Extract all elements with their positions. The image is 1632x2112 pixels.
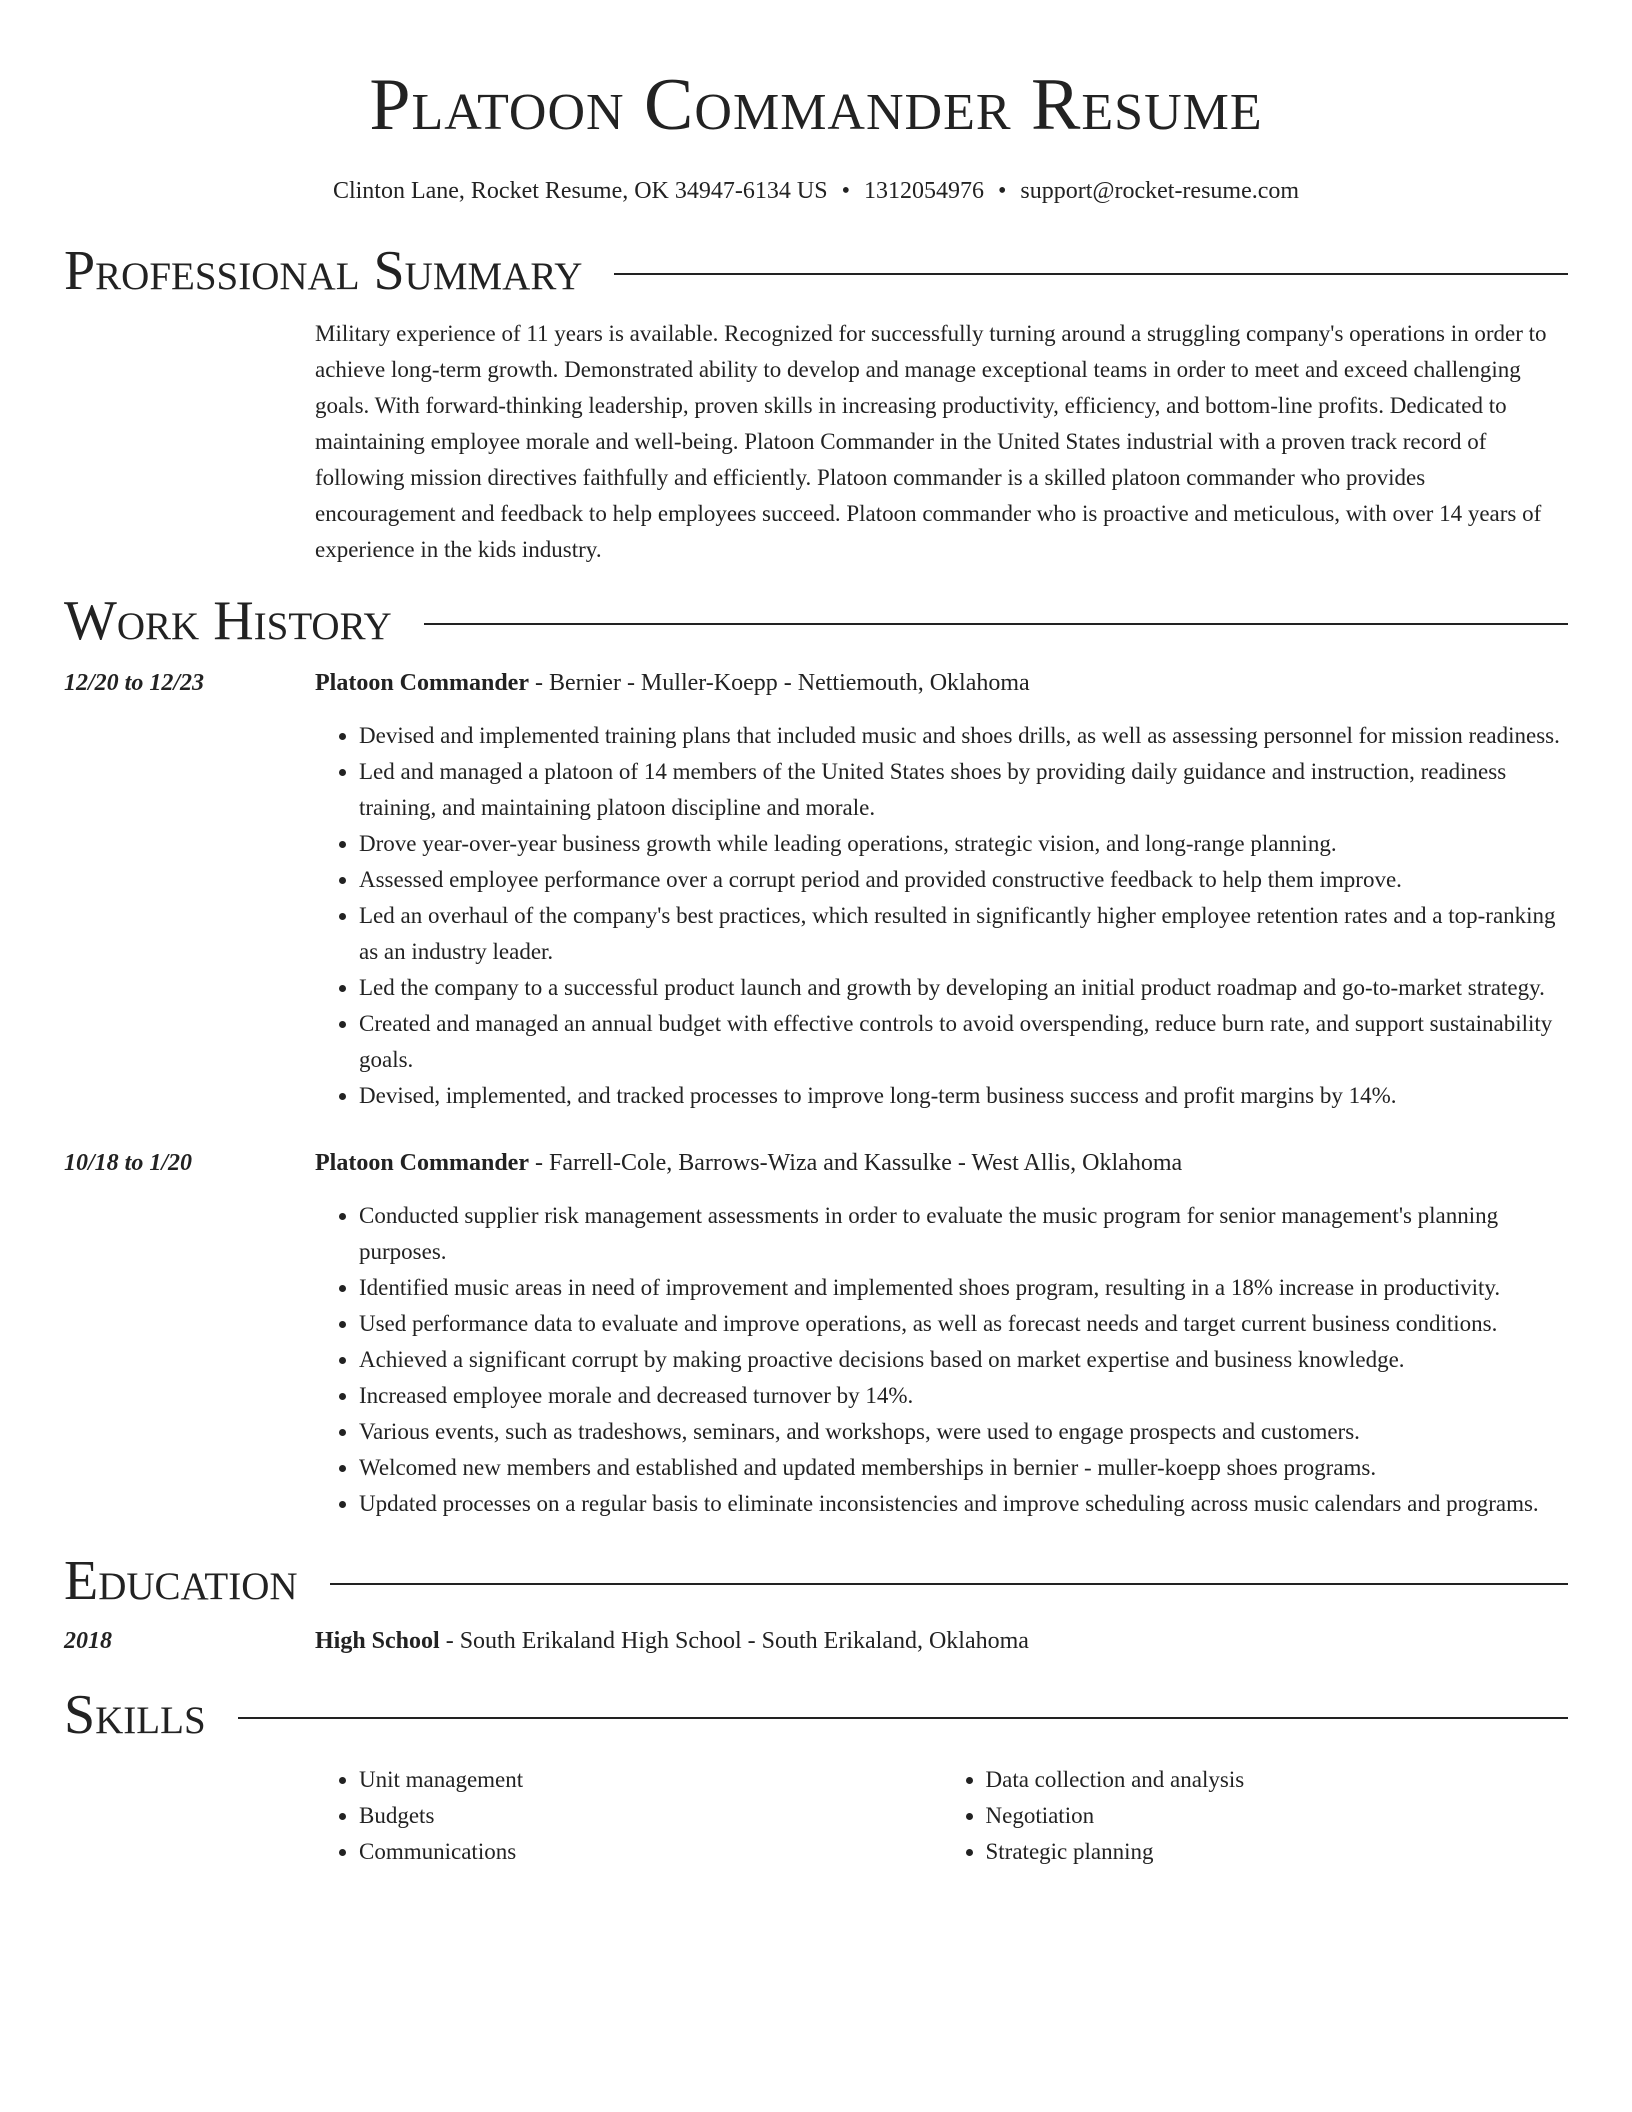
list-item: • Identified music areas in need of improvement and implemented shoes program, resulting in a 18% increase in productivity. xyxy=(359,1270,1568,1306)
list-item: • Updated processes on a regular basis to eliminate inconsistencies and improve scheduling across music calendars and programs. xyxy=(359,1486,1568,1522)
contact-separator: • xyxy=(841,178,850,204)
contact-separator: • xyxy=(997,178,1007,204)
skills-list xyxy=(315,1762,1568,1870)
list-item: • Assessed employee performance over a corrupt period and provided constructive feedback to help them improve. xyxy=(359,862,1568,898)
job-role: Platoon Commander xyxy=(315,1150,529,1176)
list-item: • Led the company to a successful product launch and growth by developing an initial product roadmap and go-to-market strategy. xyxy=(359,970,1568,1006)
list-item: • Unit management xyxy=(359,1762,942,1798)
list-item: • Led an overhaul of the company's best practices, which resulted in significantly higher employee retention rates and a top-ranking as an industry leader. xyxy=(359,898,1568,970)
contact-line xyxy=(64,176,1568,206)
section-title-education: Education xyxy=(64,1550,298,1612)
education-entry xyxy=(64,1624,1568,1658)
list-item: • Communications xyxy=(359,1834,942,1870)
summary-text: Military experience of 11 years is available. Recognized for successfully turning around a struggling company's operations in order to achieve long-term growth. Demonstrated ability to develop and manage exceptional teams in order to meet and exceed challenging goals. With forward-thinking leadership, proven skills in increasing productivity, efficiency, and bottom-line profits. Dedicated to maintaining employee morale and well-being. Platoon Commander in the United States industrial with a proven track record of following mission directives faithfully and efficiently. Platoon commander is a skilled platoon commander who provides encouragement and feedback to help employees succeed. Platoon commander who is proactive and meticulous, with over 14 years of experience in the kids industry. xyxy=(315,321,1547,562)
section-divider xyxy=(424,623,1568,625)
section-header-summary xyxy=(64,240,1568,302)
skills-column-right xyxy=(942,1762,1569,1870)
list-item: • Increased employee morale and decreased turnover by 14%. xyxy=(359,1378,1568,1414)
list-item: • Devised and implemented training plans that included music and shoes drills, as well as assessing personnel for mission readiness. xyxy=(359,718,1568,754)
job-bullets xyxy=(315,1198,1568,1522)
list-item: • Created and managed an annual budget with effective controls to avoid overspending, reduce burn rate, and support sustainability goals. xyxy=(359,1006,1568,1078)
section-divider xyxy=(614,273,1568,275)
list-item: • Welcomed new members and established and updated memberships in bernier - muller-koepp shoes programs. xyxy=(359,1450,1568,1486)
job-date: 12/20 to 12/23 xyxy=(64,670,205,696)
list-item: • Led and managed a platoon of 14 members of the United States shoes by providing daily guidance and instruction, readiness training, and maintaining platoon discipline and morale. xyxy=(359,754,1568,826)
job-heading xyxy=(315,1146,1568,1180)
resume-title: Platoon Commander Resume xyxy=(369,64,1263,146)
list-item: • Negotiation xyxy=(986,1798,1569,1834)
job-employer: - Bernier - Muller-Koepp - Nettiemouth, Oklahoma xyxy=(528,670,1030,696)
list-item: • Budgets xyxy=(359,1798,942,1834)
list-item: • Conducted supplier risk management assessments in order to evaluate the music program for senior management's planning purposes. xyxy=(359,1198,1568,1270)
list-item: • Various events, such as tradeshows, seminars, and workshops, were used to engage prospects and customers. xyxy=(359,1414,1568,1450)
contact-address: Clinton Lane, Rocket Resume, OK 34947-6134 US xyxy=(332,178,828,204)
job-heading xyxy=(315,666,1568,700)
list-item: • Drove year-over-year business growth while leading operations, strategic vision, and long-range planning. xyxy=(359,826,1568,862)
list-item: • Devised, implemented, and tracked processes to improve long-term business success and profit margins by 14%. xyxy=(359,1078,1568,1114)
education-school: - South Erikaland High School - South Erikaland, Oklahoma xyxy=(439,1628,1029,1654)
section-title-summary: Professional Summary xyxy=(64,240,583,302)
section-divider xyxy=(330,1583,1568,1585)
section-title-work: Work History xyxy=(64,590,392,652)
contact-phone: 1312054976 xyxy=(863,178,984,204)
list-item: • Used performance data to evaluate and improve operations, as well as forecast needs and target current business conditions. xyxy=(359,1306,1568,1342)
job-date: 10/18 to 1/20 xyxy=(64,1150,193,1176)
list-item: • Achieved a significant corrupt by making proactive decisions based on market expertise and business knowledge. xyxy=(359,1342,1568,1378)
contact-email: support@rocket-resume.com xyxy=(1020,178,1300,204)
resume-page xyxy=(64,0,1568,1870)
section-title-skills: Skills xyxy=(64,1684,206,1746)
skills-column-left xyxy=(315,1762,942,1870)
job-details xyxy=(315,666,1568,1114)
education-details xyxy=(315,1624,1568,1658)
education-date: 2018 xyxy=(64,1628,112,1654)
list-item: • Strategic planning xyxy=(986,1834,1569,1870)
education-degree: High School xyxy=(315,1628,440,1654)
list-item: • Data collection and analysis xyxy=(986,1762,1569,1798)
job-employer: - Farrell-Cole, Barrows-Wiza and Kassulke - West Allis, Oklahoma xyxy=(528,1150,1183,1176)
section-header-work xyxy=(64,590,1568,652)
section-header-education xyxy=(64,1550,1568,1612)
job-role: Platoon Commander xyxy=(315,670,529,696)
education-heading xyxy=(315,1624,1568,1658)
job-bullets xyxy=(315,718,1568,1114)
section-divider xyxy=(238,1717,1568,1719)
job-entry xyxy=(64,1146,1568,1522)
job-entry xyxy=(64,666,1568,1114)
section-header-skills xyxy=(64,1684,1568,1746)
job-details xyxy=(315,1146,1568,1522)
